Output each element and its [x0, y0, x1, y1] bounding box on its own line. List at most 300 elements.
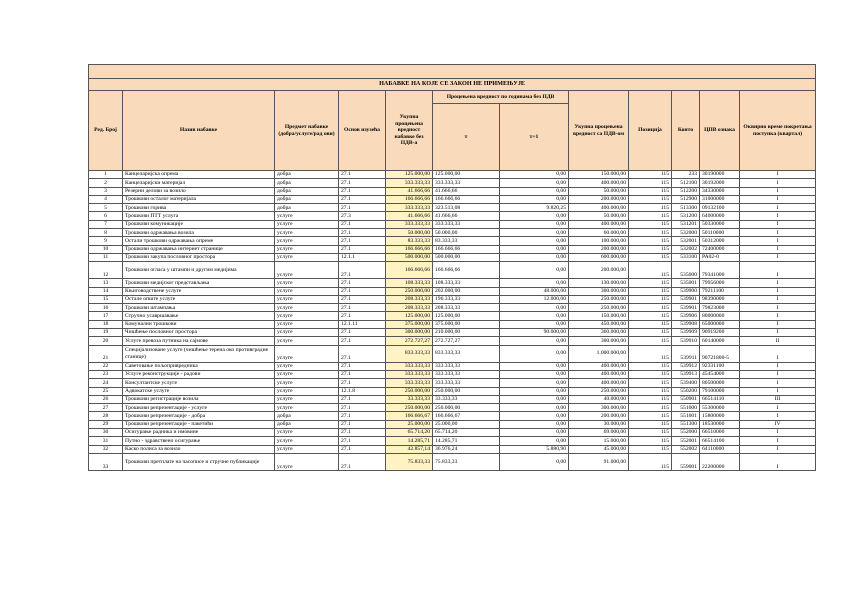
- cell-konto: 551300: [672, 420, 700, 428]
- cell-osnov: 27.1: [339, 179, 386, 187]
- cell-pozicija: 115: [629, 237, 672, 245]
- cell-red-broj: 26: [89, 395, 123, 403]
- cell-t: 250.000,00: [433, 387, 500, 395]
- cell-t1: 12.000,00: [500, 295, 569, 303]
- cell-t: 36.976,24: [433, 445, 500, 453]
- cell-konto: 535000: [672, 262, 700, 279]
- col-t1: т+1: [500, 104, 569, 171]
- cell-ukupna-bez-pdv: 300.000,00: [386, 329, 433, 337]
- cell-ukupna-sa-pdv: 360.000,00: [569, 329, 629, 337]
- cell-osnov: 27.1: [339, 437, 386, 445]
- cell-cpv: 55300000: [700, 404, 740, 412]
- cell-red-broj: 31: [89, 437, 123, 445]
- cell-kvartal: I: [740, 212, 816, 220]
- cell-cpv: 92331100: [700, 362, 740, 370]
- cell-t1: 0,00: [500, 337, 569, 345]
- cell-cpv: 22200000: [700, 453, 740, 470]
- col-red-broj: Ред. Број: [89, 91, 123, 171]
- cell-ukupna-bez-pdv: 208.333,33: [386, 304, 433, 312]
- cell-ukupna-bez-pdv: 166.666,66: [386, 262, 433, 279]
- cell-konto: 539400: [672, 379, 700, 387]
- table-row: [89, 287, 816, 295]
- cell-t1: 0,00: [500, 245, 569, 253]
- table-row: [89, 253, 816, 261]
- cell-konto: 539909: [672, 329, 700, 337]
- cell-naziv: Чишћење пословног простора: [123, 329, 275, 337]
- cell-red-broj: 20: [89, 337, 123, 345]
- cell-kvartal: I: [740, 329, 816, 337]
- cell-predmet: услуге: [275, 362, 339, 370]
- cell-t: 250.000,00: [433, 404, 500, 412]
- cell-osnov: 27.1: [339, 237, 386, 245]
- cell-pozicija: 115: [629, 295, 672, 303]
- cell-naziv: Трошкови одржавања возила: [123, 229, 275, 237]
- cell-osnov: 27.1: [339, 279, 386, 287]
- cell-pozicija: 115: [629, 412, 672, 420]
- cell-ukupna-sa-pdv: 400.000,00: [569, 370, 629, 378]
- cell-kvartal: I: [740, 220, 816, 228]
- cell-ukupna-sa-pdv: 30.000,00: [569, 420, 629, 428]
- cell-pozicija: 115: [629, 429, 672, 437]
- cell-kvartal: I: [740, 362, 816, 370]
- table-row: [89, 229, 816, 237]
- cell-kvartal: I: [740, 412, 816, 420]
- cell-ukupna-bez-pdv: 65.714,20: [386, 429, 433, 437]
- cell-konto: 532000: [672, 229, 700, 237]
- cell-konto: 550200: [672, 387, 700, 395]
- col-naziv: Назив набавке: [123, 91, 275, 171]
- cell-osnov: 27.1: [339, 370, 386, 378]
- cell-pozicija: 115: [629, 187, 672, 195]
- cell-t1: 0,00: [500, 362, 569, 370]
- cell-ukupna-sa-pdv: 400.000,00: [569, 220, 629, 228]
- table-row: [89, 329, 816, 337]
- cell-osnov: 27.1: [339, 245, 386, 253]
- cell-ukupna-bez-pdv: 41.666,66: [386, 212, 433, 220]
- cell-predmet: добра: [275, 179, 339, 187]
- cell-ukupna-sa-pdv: 91.000,00: [569, 453, 629, 470]
- cell-kvartal: I: [740, 312, 816, 320]
- cell-pozicija: 115: [629, 404, 672, 412]
- cell-ukupna-sa-pdv: 40.000,00: [569, 395, 629, 403]
- cell-kvartal: I: [740, 187, 816, 195]
- cell-t: 75.833,33: [433, 453, 500, 470]
- cell-red-broj: 3: [89, 187, 123, 195]
- cell-osnov: 27.1: [339, 379, 386, 387]
- cell-pozicija: 115: [629, 287, 672, 295]
- table-row: [89, 337, 816, 345]
- cell-red-broj: 28: [89, 412, 123, 420]
- cell-cpv: 98390000: [700, 295, 740, 303]
- cell-ukupna-bez-pdv: 83.333,33: [386, 237, 433, 245]
- cell-red-broj: 29: [89, 420, 123, 428]
- cell-konto: 539913: [672, 370, 700, 378]
- cell-t: 125.000,00: [433, 312, 500, 320]
- table-row: [89, 412, 816, 420]
- cell-konto: 559001: [672, 453, 700, 470]
- cell-ukupna-bez-pdv: 500.000,00: [386, 253, 433, 261]
- cell-cpv: 79341000: [700, 262, 740, 279]
- cell-osnov: 27.1: [339, 204, 386, 212]
- cell-naziv: Осигурање радника и имовине: [123, 429, 275, 437]
- table-row: [89, 279, 816, 287]
- cell-kvartal: I: [740, 453, 816, 470]
- cell-konto: 533100: [672, 253, 700, 261]
- cell-ukupna-bez-pdv: 33.333,33: [386, 395, 433, 403]
- cell-kvartal: I: [740, 304, 816, 312]
- cell-naziv: Остали трошкови одржавања опреме: [123, 237, 275, 245]
- cell-pozicija: 115: [629, 420, 672, 428]
- table-row: [89, 212, 816, 220]
- cell-pozicija: 115: [629, 362, 672, 370]
- cell-konto: 532001: [672, 237, 700, 245]
- cell-red-broj: 19: [89, 329, 123, 337]
- cell-t1: 9.820,25: [500, 204, 569, 212]
- col-cpv: ЦПВ ознака: [700, 91, 740, 171]
- col-pozicija: Позиција: [629, 91, 672, 171]
- cell-konto: 513300: [672, 204, 700, 212]
- cell-osnov: 27.1: [339, 220, 386, 228]
- cell-red-broj: 6: [89, 212, 123, 220]
- cell-t: 500.000,00: [433, 253, 500, 261]
- cell-kvartal: I: [740, 387, 816, 395]
- cell-osnov: 27.1: [339, 453, 386, 470]
- table-title: НАБАВКЕ НА КОЈЕ СЕ ЗАКОН НЕ ПРИМЕЊУЈЕ: [89, 79, 816, 91]
- table-row: [89, 345, 816, 362]
- cell-kvartal: I: [740, 445, 816, 453]
- cell-osnov: 27.1: [339, 362, 386, 370]
- cell-pozicija: 115: [629, 337, 672, 345]
- col-ukupna-sa-pdv: Укупна процењена вредност са ПДВ-ом: [569, 91, 629, 171]
- cell-pozicija: 115: [629, 220, 672, 228]
- cell-konto: 233: [672, 171, 700, 179]
- cell-naziv: Услуге превоза путника на сајмове: [123, 337, 275, 345]
- cell-predmet: добра: [275, 204, 339, 212]
- cell-cpv: 79956000: [700, 279, 740, 287]
- cell-naziv: Трошкови претплате на часописе и стручне публикације: [123, 453, 275, 470]
- cell-ukupna-bez-pdv: 333.333,33: [386, 179, 433, 187]
- cell-naziv: Трошкови регистрације возила: [123, 395, 275, 403]
- cell-pozicija: 115: [629, 204, 672, 212]
- cell-cpv: 66514110: [700, 395, 740, 403]
- cell-t: 333.333,33: [433, 362, 500, 370]
- cell-osnov: 27.1: [339, 295, 386, 303]
- table-row: [89, 437, 816, 445]
- cell-kvartal: I: [740, 237, 816, 245]
- cell-pozicija: 115: [629, 195, 672, 203]
- cell-naziv: Саветовање пољопривредника: [123, 362, 275, 370]
- cell-red-broj: 10: [89, 245, 123, 253]
- cell-ukupna-sa-pdv: 600.000,00: [569, 253, 629, 261]
- cell-ukupna-bez-pdv: 333.333,33: [386, 204, 433, 212]
- cell-naziv: Трошкови репрезентације - добра: [123, 412, 275, 420]
- cell-ukupna-bez-pdv: 125.000,00: [386, 171, 433, 179]
- cell-cpv: PA02-0: [700, 253, 740, 261]
- cell-cpv: 66510000: [700, 429, 740, 437]
- cell-red-broj: 12: [89, 262, 123, 279]
- cell-kvartal: I: [740, 171, 816, 179]
- cell-predmet: услуге: [275, 453, 339, 470]
- cell-osnov: 27.1: [339, 420, 386, 428]
- cell-ukupna-sa-pdv: 400.000,00: [569, 204, 629, 212]
- cell-cpv: 45454000: [700, 370, 740, 378]
- cell-t: 108.333,33: [433, 279, 500, 287]
- cell-pozicija: 115: [629, 445, 672, 453]
- cell-pozicija: 115: [629, 345, 672, 362]
- table-row: [89, 220, 816, 228]
- cell-osnov: 27.1: [339, 312, 386, 320]
- cell-t1: 0,00: [500, 370, 569, 378]
- cell-osnov: 27.1: [339, 304, 386, 312]
- table-row: [89, 379, 816, 387]
- cell-pozicija: 115: [629, 312, 672, 320]
- cell-osnov: 27.1: [339, 429, 386, 437]
- cell-pozicija: 115: [629, 179, 672, 187]
- cell-cpv: 80500000: [700, 379, 740, 387]
- cell-konto: 532002: [672, 245, 700, 253]
- cell-t1: 0,00: [500, 437, 569, 445]
- cell-cpv: 31000000: [700, 195, 740, 203]
- cell-t1: 0,00: [500, 379, 569, 387]
- cell-t1: 90.000,00: [500, 329, 569, 337]
- cell-ukupna-bez-pdv: 14.285,71: [386, 437, 433, 445]
- cell-pozicija: 115: [629, 171, 672, 179]
- cell-t: 208.333,33: [433, 304, 500, 312]
- cell-pozicija: 115: [629, 387, 672, 395]
- cell-ukupna-bez-pdv: 166.666,67: [386, 412, 433, 420]
- cell-kvartal: I: [740, 204, 816, 212]
- cell-ukupna-sa-pdv: 200.000,00: [569, 412, 629, 420]
- col-osnov: Основ изузећа: [339, 91, 386, 171]
- cell-ukupna-bez-pdv: 833.333,33: [386, 345, 433, 362]
- cell-predmet: услуге: [275, 379, 339, 387]
- table-row: [89, 304, 816, 312]
- cell-ukupna-bez-pdv: 75.833,33: [386, 453, 433, 470]
- cell-kvartal: I: [740, 345, 816, 362]
- cell-pozicija: 115: [629, 304, 672, 312]
- cell-ukupna-bez-pdv: 50.000,00: [386, 229, 433, 237]
- cell-konto: 539910: [672, 337, 700, 345]
- cell-ukupna-bez-pdv: 125.000,00: [386, 312, 433, 320]
- cell-t1: 0,00: [500, 304, 569, 312]
- cell-naziv: Комунални трошкови: [123, 320, 275, 328]
- cell-red-broj: 21: [89, 345, 123, 362]
- cell-konto: 539911: [672, 345, 700, 362]
- cell-cpv: 80000000: [700, 312, 740, 320]
- cell-naziv: Трошкови штампања: [123, 304, 275, 312]
- cell-predmet: услуге: [275, 287, 339, 295]
- cell-kvartal: I: [740, 279, 816, 287]
- cell-konto: 539906: [672, 312, 700, 320]
- cell-t: 333.333,33: [433, 179, 500, 187]
- cell-t1: 0,00: [500, 312, 569, 320]
- cell-red-broj: 14: [89, 287, 123, 295]
- cell-predmet: услуге: [275, 429, 339, 437]
- table-row: [89, 295, 816, 303]
- cell-kvartal: I: [740, 429, 816, 437]
- cell-cpv: 30190000: [700, 171, 740, 179]
- cell-naziv: Адвокатске услуге: [123, 387, 275, 395]
- cell-t: 166.666,66: [433, 195, 500, 203]
- cell-red-broj: 24: [89, 379, 123, 387]
- cell-naziv: Трошкови одржавања интернет странице: [123, 245, 275, 253]
- cell-t: 166.666,67: [433, 412, 500, 420]
- cell-red-broj: 25: [89, 387, 123, 395]
- cell-red-broj: 27: [89, 404, 123, 412]
- cell-t1: 0,00: [500, 212, 569, 220]
- cell-osnov: 12.1.11: [339, 320, 386, 328]
- cell-red-broj: 33: [89, 453, 123, 470]
- table-row: [89, 429, 816, 437]
- table-row: [89, 195, 816, 203]
- cell-kvartal: I: [740, 253, 816, 261]
- cell-pozicija: 115: [629, 329, 672, 337]
- cell-naziv: Каско полиса за возило: [123, 445, 275, 453]
- cell-t: 166.666,66: [433, 262, 500, 279]
- cell-predmet: услуге: [275, 329, 339, 337]
- cell-konto: 552002: [672, 445, 700, 453]
- spacer-row: [89, 65, 816, 79]
- cell-pozicija: 115: [629, 395, 672, 403]
- cell-kvartal: II: [740, 337, 816, 345]
- cell-ukupna-bez-pdv: 41.666,66: [386, 187, 433, 195]
- cell-pozicija: 115: [629, 453, 672, 470]
- cell-predmet: добра: [275, 195, 339, 203]
- cell-t1: 0,00: [500, 345, 569, 362]
- cell-konto: 552001: [672, 437, 700, 445]
- cell-konto: 539900: [672, 287, 700, 295]
- cell-naziv: Остале опште услуге: [123, 295, 275, 303]
- cell-naziv: Услуге реконструкције - радови: [123, 370, 275, 378]
- cell-ukupna-sa-pdv: 100.000,00: [569, 237, 629, 245]
- cell-naziv: Канцеларијска опрема: [123, 171, 275, 179]
- cell-t: 272.727,27: [433, 337, 500, 345]
- cell-kvartal: I: [740, 262, 816, 279]
- cell-kvartal: I: [740, 437, 816, 445]
- col-predmet: Предмет набавке (добра/услуге/рад ови): [275, 91, 339, 171]
- cell-ukupna-bez-pdv: 42.857,14: [386, 445, 433, 453]
- cell-konto: 551001: [672, 412, 700, 420]
- cell-kvartal: I: [740, 195, 816, 203]
- cell-ukupna-bez-pdv: 166.666,66: [386, 195, 433, 203]
- cell-t: 25.000,00: [433, 420, 500, 428]
- cell-t1: 0,00: [500, 187, 569, 195]
- cell-t1: 0,00: [500, 229, 569, 237]
- cell-t: 333.333,33: [433, 379, 500, 387]
- cell-predmet: услуге: [275, 212, 339, 220]
- cell-naziv: Трошкови репрезентације - пакетићи: [123, 420, 275, 428]
- cell-naziv: Стручно усавршавање: [123, 312, 275, 320]
- table-row: [89, 387, 816, 395]
- cell-predmet: услуге: [275, 312, 339, 320]
- cell-t: 166.666,66: [433, 245, 500, 253]
- cell-red-broj: 22: [89, 362, 123, 370]
- table-row: [89, 312, 816, 320]
- cell-red-broj: 18: [89, 320, 123, 328]
- cell-predmet: услуге: [275, 370, 339, 378]
- cell-predmet: услуге: [275, 345, 339, 362]
- cell-t1: 0,00: [500, 237, 569, 245]
- cell-naziv: Резерни делови за возило: [123, 187, 275, 195]
- cell-osnov: 27.1: [339, 287, 386, 295]
- cell-ukupna-sa-pdv: 400.000,00: [569, 362, 629, 370]
- cell-red-broj: 11: [89, 253, 123, 261]
- cell-predmet: добра: [275, 412, 339, 420]
- cell-pozicija: 115: [629, 212, 672, 220]
- cell-t: 196.333,33: [433, 295, 500, 303]
- cell-predmet: услуге: [275, 304, 339, 312]
- cell-konto: 539901: [672, 295, 700, 303]
- cell-pozicija: 115: [629, 253, 672, 261]
- table-row: [89, 187, 816, 195]
- table-row: [89, 420, 816, 428]
- cell-cpv: 66514100: [700, 437, 740, 445]
- cell-predmet: услуге: [275, 437, 339, 445]
- cell-ukupna-bez-pdv: 108.333,33: [386, 279, 433, 287]
- cell-ukupna-sa-pdv: 200.000,00: [569, 262, 629, 279]
- cell-t: 125.000,00: [433, 171, 500, 179]
- cell-naziv: Трошкови закупа пословног простора: [123, 253, 275, 261]
- cell-konto: 531200: [672, 212, 700, 220]
- cell-predmet: услуге: [275, 229, 339, 237]
- cell-kvartal: I: [740, 245, 816, 253]
- cell-kvartal: I: [740, 320, 816, 328]
- cell-cpv: 79823000: [700, 304, 740, 312]
- cell-kvartal: I: [740, 179, 816, 187]
- procurement-sheet: [88, 64, 815, 471]
- cell-ukupna-sa-pdv: 15.000,00: [569, 437, 629, 445]
- cell-cpv: 64110000: [700, 445, 740, 453]
- cell-cpv: 90721800-5: [700, 345, 740, 362]
- cell-konto: 531201: [672, 220, 700, 228]
- cell-t1: 0,00: [500, 179, 569, 187]
- cell-cpv: 15800000: [700, 412, 740, 420]
- cell-red-broj: 17: [89, 312, 123, 320]
- cell-predmet: услуге: [275, 395, 339, 403]
- cell-t1: 0,00: [500, 412, 569, 420]
- cell-ukupna-sa-pdv: 200.000,00: [569, 195, 629, 203]
- cell-ukupna-sa-pdv: 300.000,00: [569, 287, 629, 295]
- cell-ukupna-bez-pdv: 166.666,66: [386, 245, 433, 253]
- cell-ukupna-sa-pdv: 69.000,00: [569, 429, 629, 437]
- cell-ukupna-bez-pdv: 272.727,27: [386, 337, 433, 345]
- table-row: [89, 171, 816, 179]
- cell-t1: 0,00: [500, 320, 569, 328]
- cell-ukupna-sa-pdv: 300.000,00: [569, 337, 629, 345]
- cell-osnov: 27.1: [339, 195, 386, 203]
- cell-ukupna-bez-pdv: 250.000,00: [386, 287, 433, 295]
- cell-cpv: 50312000: [700, 237, 740, 245]
- cell-konto: 551000: [672, 404, 700, 412]
- cell-pozicija: 115: [629, 379, 672, 387]
- cell-osnov: 27.1: [339, 171, 386, 179]
- cell-red-broj: 7: [89, 220, 123, 228]
- cell-naziv: Трошкови осталог материјала: [123, 195, 275, 203]
- cell-ukupna-sa-pdv: 300.000,00: [569, 404, 629, 412]
- cell-ukupna-sa-pdv: 400.000,00: [569, 379, 629, 387]
- cell-naziv: Путно - здравствено осигурање: [123, 437, 275, 445]
- cell-t1: 0,00: [500, 220, 569, 228]
- table-row: [89, 320, 816, 328]
- cell-t1: 0,00: [500, 253, 569, 261]
- cell-t: 41.666,66: [433, 212, 500, 220]
- cell-red-broj: 5: [89, 204, 123, 212]
- cell-ukupna-bez-pdv: 333.333,33: [386, 370, 433, 378]
- cell-osnov: 27.1: [339, 404, 386, 412]
- cell-ukupna-sa-pdv: 250.000,00: [569, 295, 629, 303]
- cell-naziv: Канцеларијски материјал: [123, 179, 275, 187]
- cell-kvartal: III: [740, 395, 816, 403]
